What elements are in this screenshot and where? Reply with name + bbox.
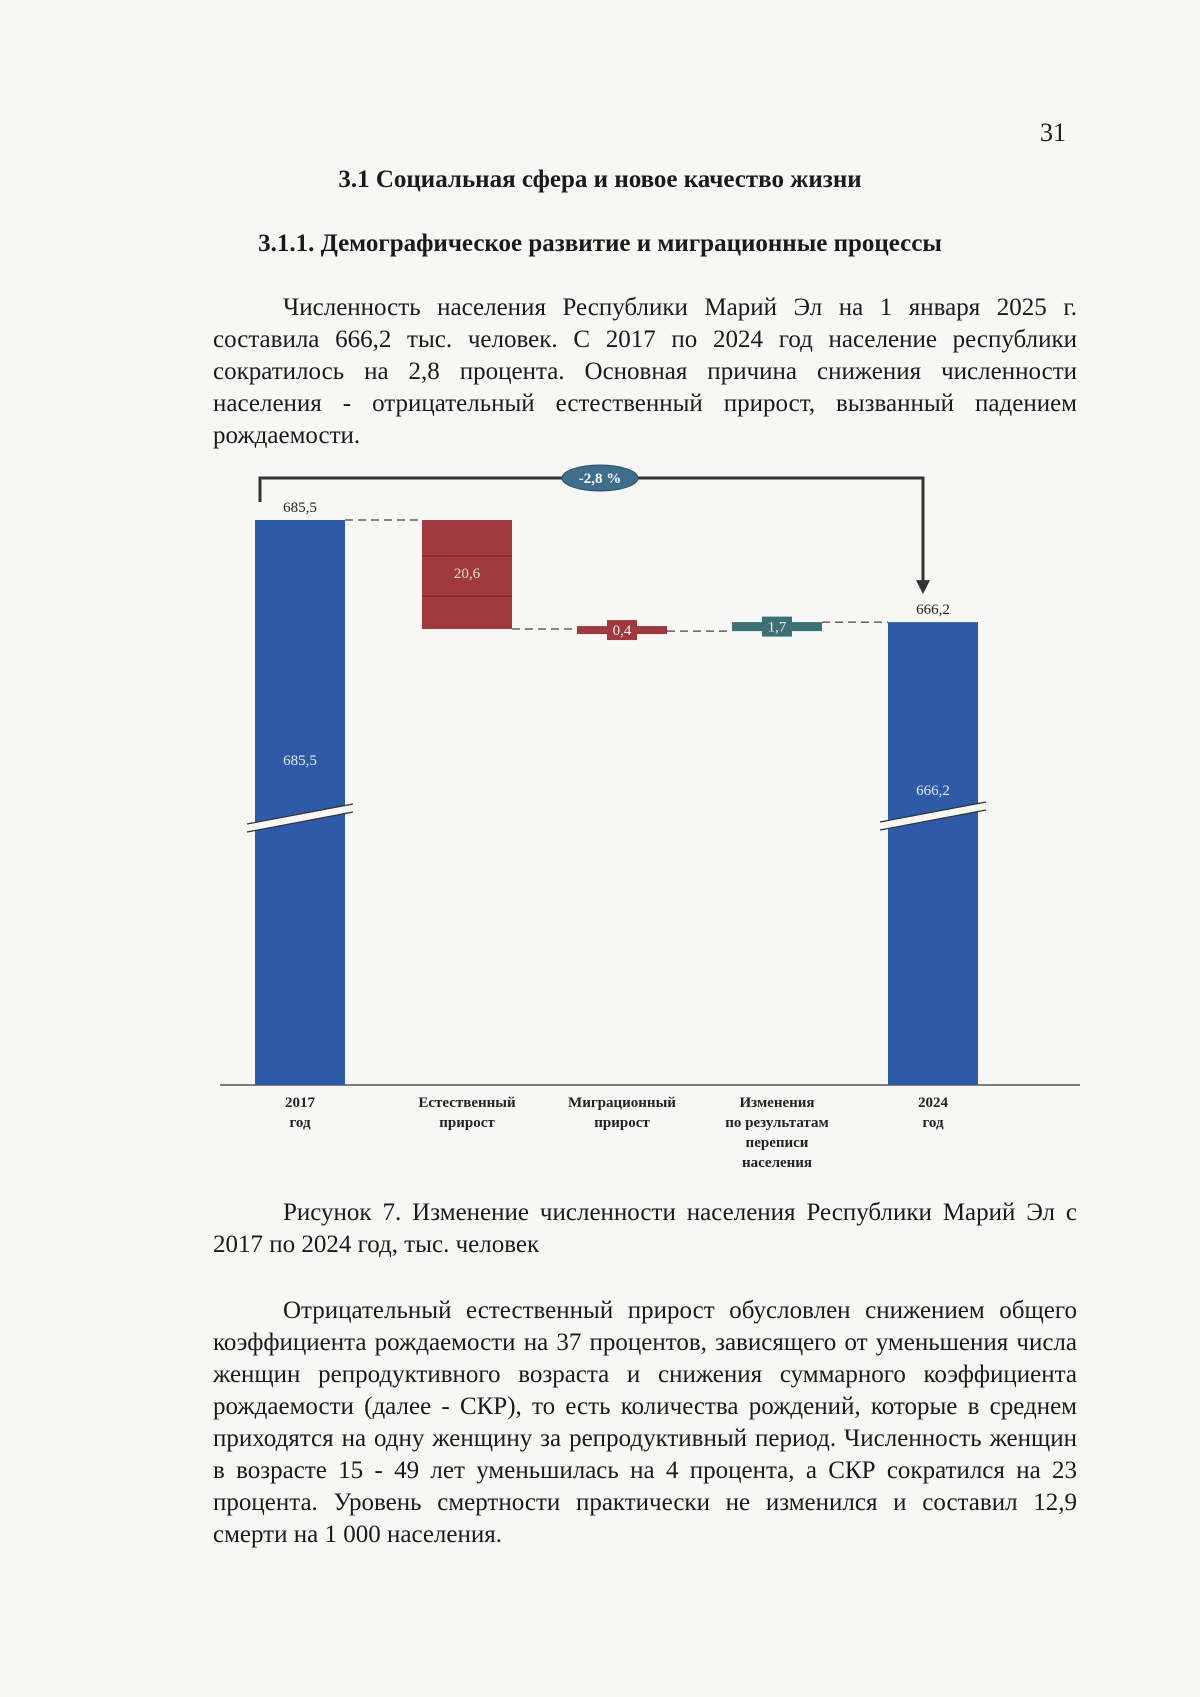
paragraph-intro: Численность населения Республики Марий Эл на 1 января 2025 г. составила 666,2 тыс. человек. С 2017 по 2024 год население республики сократилось на 2,8 процента. Основная причина снижения численности населения - отрицательный естественный прирост, вызванный падением рождаемости. xyxy=(213,294,1077,449)
category-label-3-0: Изменения xyxy=(739,1095,815,1111)
bar-total-4 xyxy=(888,622,978,1085)
bar-value-label-0: 685,5 xyxy=(283,753,317,769)
category-label-3-2: переписи xyxy=(745,1135,809,1151)
category-label-2-0: Миграционный xyxy=(568,1095,676,1111)
change-arrowhead xyxy=(916,580,930,594)
bar-total-0 xyxy=(255,520,345,1085)
category-label-1-1: прирост xyxy=(439,1115,495,1131)
bar-value-label-1: 20,6 xyxy=(453,565,481,582)
change-bracket xyxy=(260,478,923,582)
category-label-0-0: 2017 xyxy=(285,1095,315,1111)
change-badge-label: -2,8 % xyxy=(578,471,622,487)
section-heading: 3.1 Социальная сфера и новое качество жизни xyxy=(338,166,862,193)
bar-value-label-4: 666,2 xyxy=(916,783,950,799)
waterfall-chart xyxy=(240,471,1080,1190)
bar-top-label-0: 685,5 xyxy=(283,500,317,516)
category-label-4-1: год xyxy=(922,1115,944,1131)
category-label-3-1: по результатам xyxy=(725,1115,829,1131)
page-number: 31 xyxy=(1040,118,1066,147)
bar-top-label-4: 666,2 xyxy=(916,602,950,619)
paragraph-fertility: Отрицательный естественный прирост обусловлен снижением общего коэффициента рождаемости на 37 процентов, зависящего от уменьшения числа женщин репродуктивного возраста и снижения суммарного коэффициента рождаемости (далее - СКР), то есть количества рождений, которые в среднем приходятся на одну женщину за репродуктивный период. Численность женщин в возрасте 15 - 49 лет уменьшилась на 4 процента, а СКР сократился на 23 процента. Уровень смертности практически не изменился и составил 12,9 смерти на 1 000 населения. xyxy=(213,1297,1077,1548)
category-label-3-3: населения xyxy=(741,1155,813,1171)
category-label-4-0: 2024 xyxy=(918,1095,948,1111)
bar-value-label-3: 1,7 xyxy=(767,619,787,636)
subsection-heading: 3.1.1. Демографическое развитие и миграционные процессы xyxy=(258,230,942,257)
bar-value-label-2: 0,4 xyxy=(612,623,632,640)
category-label-1-0: Естественный xyxy=(418,1095,516,1111)
figure-caption: Рисунок 7. Изменение численности населения Республики Марий Эл с 2017 по 2024 год, тыс. человек xyxy=(213,1199,1077,1258)
category-label-2-1: прирост xyxy=(594,1115,650,1131)
category-label-0-1: год xyxy=(289,1115,311,1131)
